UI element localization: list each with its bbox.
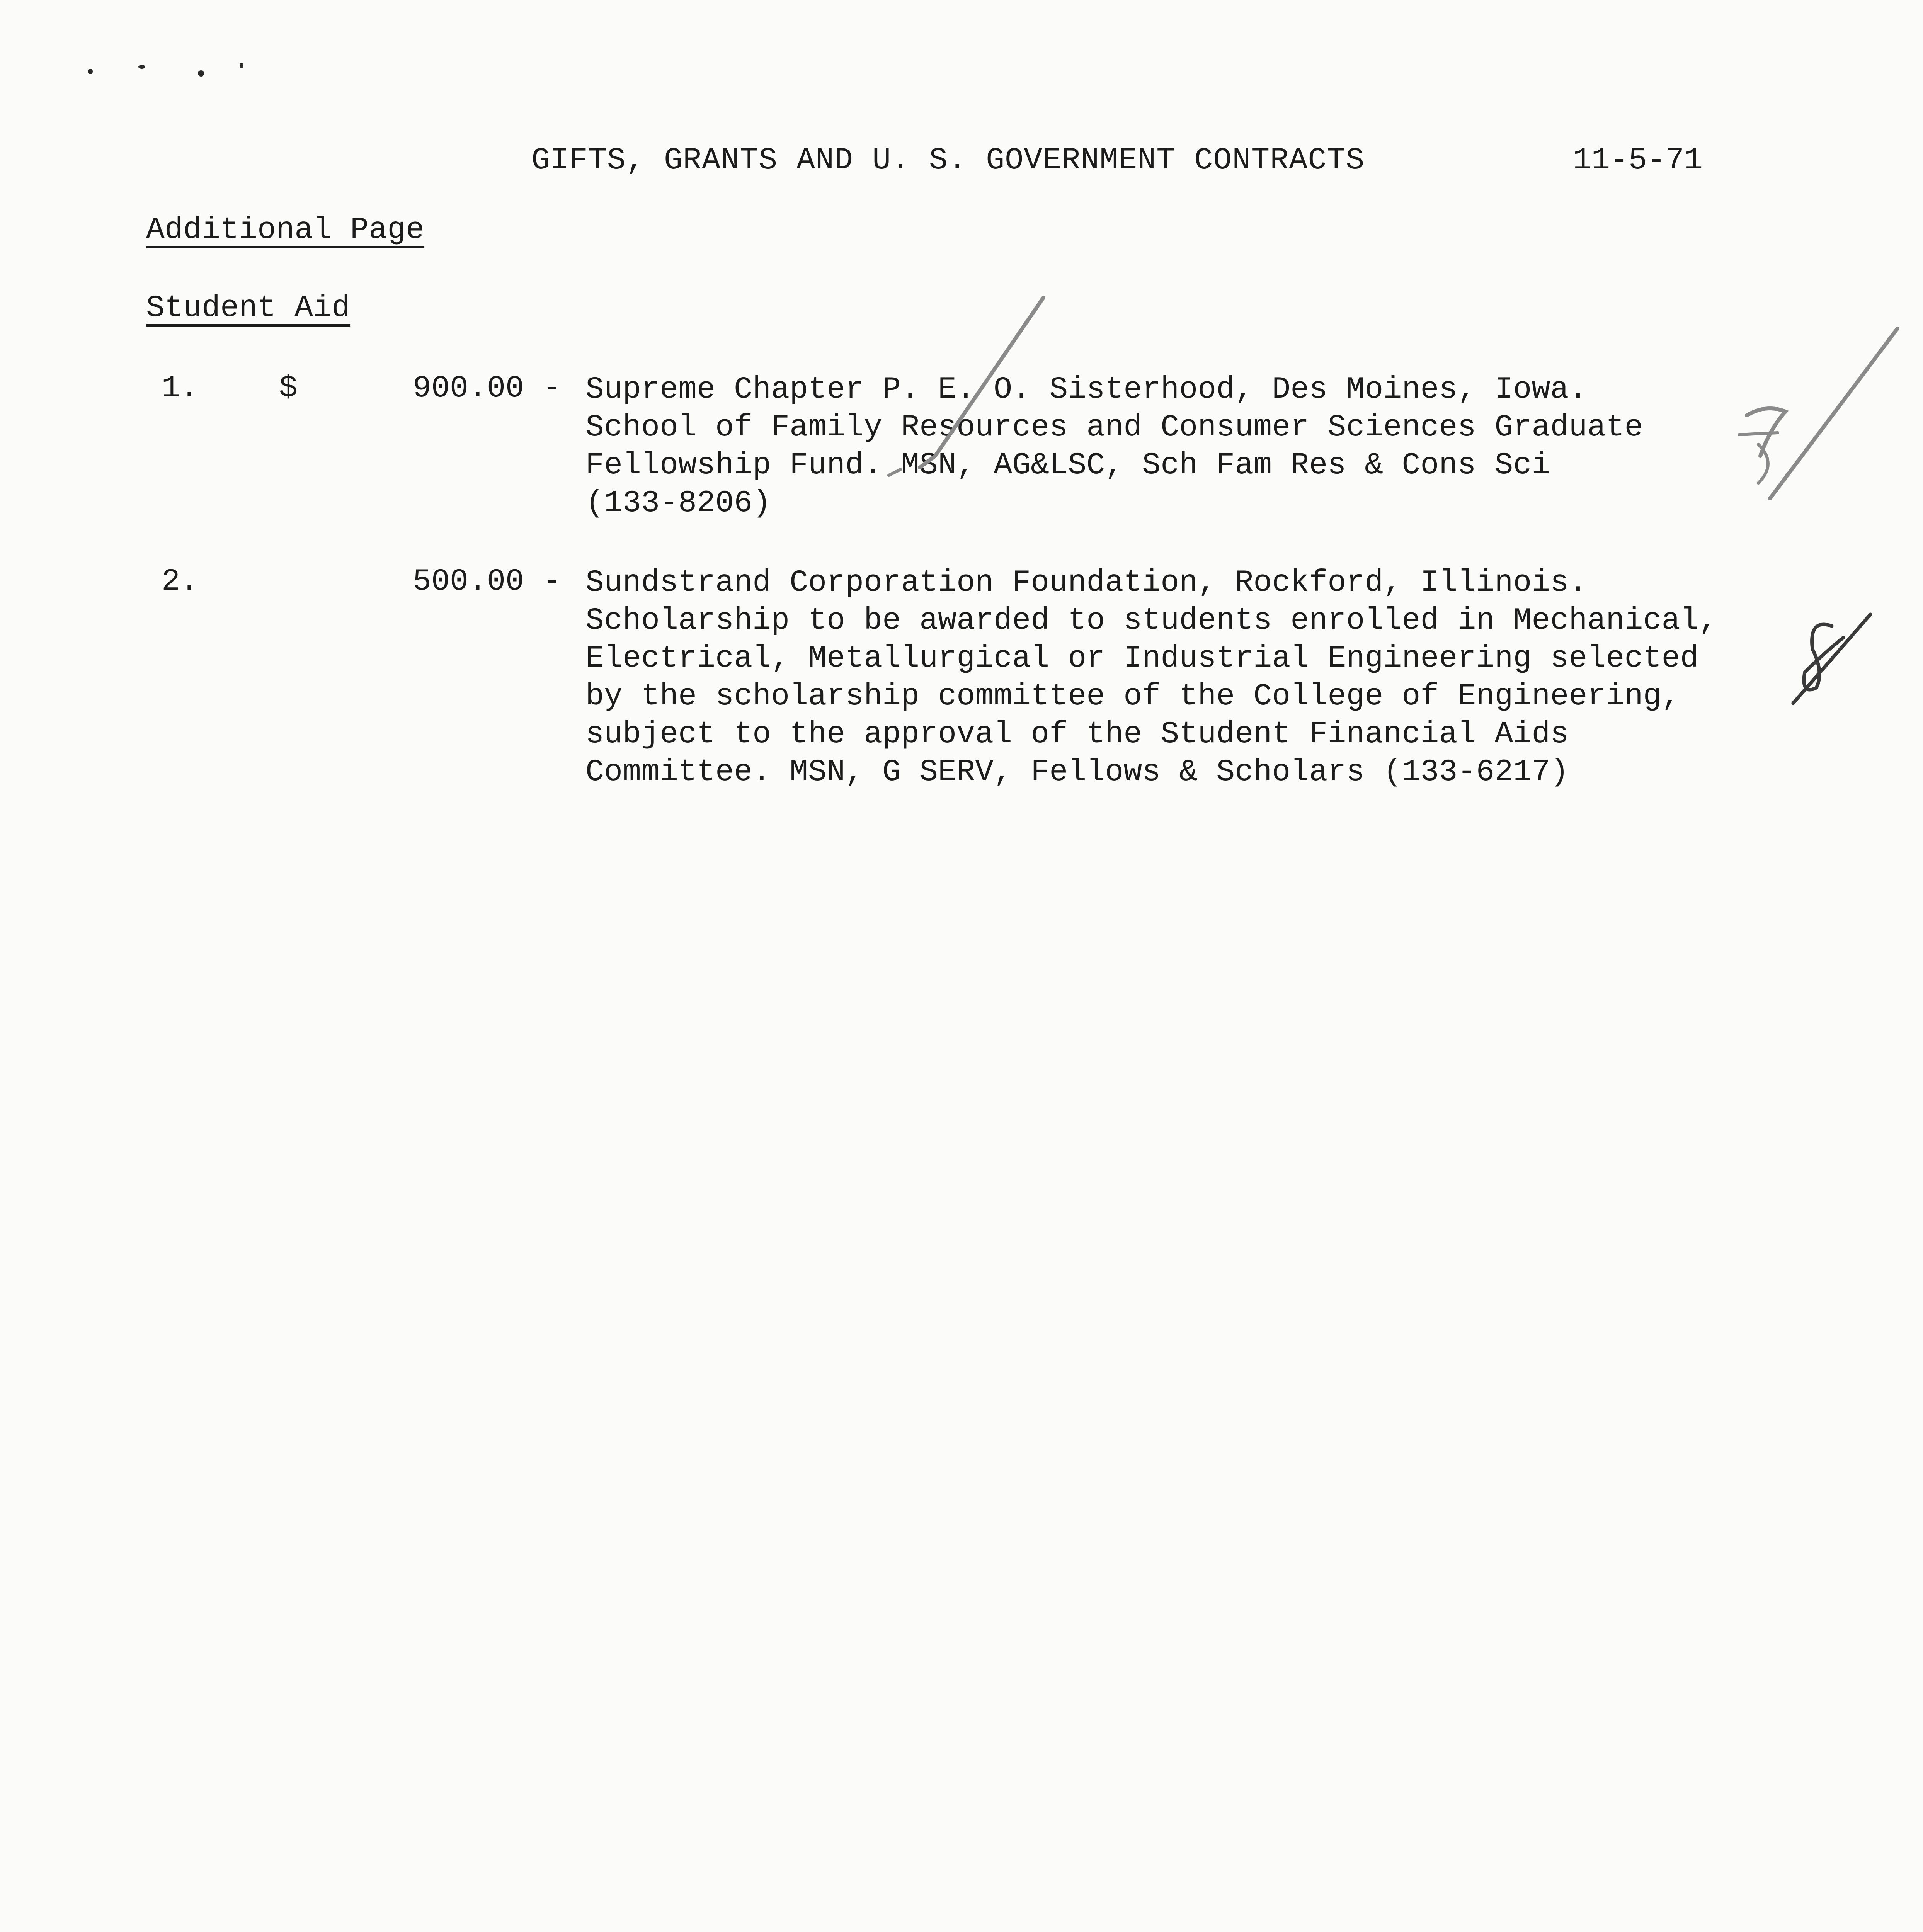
scan-speck — [198, 70, 204, 77]
entry-currency: $ — [279, 371, 298, 406]
subsection-heading: Student Aid — [146, 291, 351, 326]
document-date: 11-5-71 — [1573, 143, 1703, 178]
entry-amount: 500.00 - — [413, 564, 562, 599]
entry-amount: 900.00 - — [413, 371, 562, 406]
entry-number: 2. — [162, 564, 199, 599]
scan-speck — [88, 69, 93, 74]
scan-speck — [138, 65, 145, 69]
entry-description: Supreme Chapter P. E. O. Sisterhood, Des Moines, Iowa. School of Family Resources and Consumer Sciences Graduate Fellowship Fund. MSN, AG&LSC, Sch Fam Res & Cons Sci (133-8206) — [585, 372, 1643, 521]
scan-speck — [240, 63, 243, 68]
entry-description: Sundstrand Corporation Foundation, Rockford, Illinois. Scholarship to be awarded to students enrolled in Mechanical, Electrical, Metallurgical or Industrial Engineering selected by the scholarship committee of the College of Engineering, subject to the approval of the Student Financial Aids Committee. MSN, G SERV, Fellows & Scholars (133-6217) — [585, 565, 1717, 790]
document-title: GIFTS, GRANTS AND U. S. GOVERNMENT CONTRACTS — [531, 143, 1365, 178]
section-heading: Additional Page — [146, 213, 425, 248]
entry-number: 1. — [162, 371, 199, 406]
